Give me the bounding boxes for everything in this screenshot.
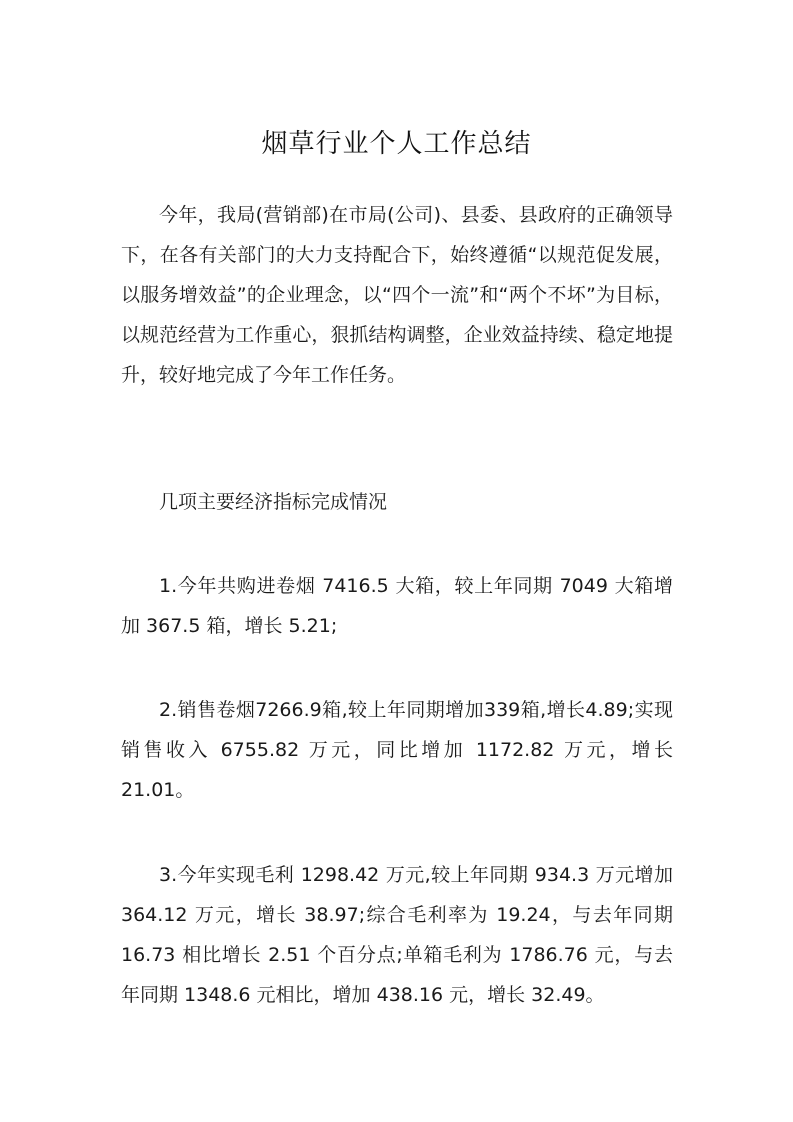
indicator-item-3: 3.今年实现毛利 1298.42 万元,较上年同期 934.3 万元增加 364.12 万元，增长 38.97;综合毛利率为 19.24，与去年同期 16.73 相比增长 2.51 个百分点;单箱毛利为 1786.76 元，与去年同期 1348.6 元相比，增加 438.16 元，增长 32.49。	[121, 864, 673, 1006]
section-heading: 几项主要经济指标完成情况	[159, 491, 388, 513]
indicator-item-2: 2.销售卷烟7266.9箱,较上年同期增加339箱,增长4.89;实现销售收入 6755.82 万元，同比增加 1172.82 万元，增长21.01。	[121, 699, 673, 801]
document-title: 烟草行业个人工作总结	[261, 129, 532, 159]
intro-paragraph: 今年，我局(营销部)在市局(公司)、县委、县政府的正确领导下，在各有关部门的大力支持配合下，始终遵循“以规范促发展，以服务增效益”的企业理念，以“四个一流”和“两个不坏”为目标，以规范经营为工作重心，狠抓结构调整，企业效益持续、稳定地提升，较好地完成了今年工作任务。	[121, 204, 673, 386]
indicator-item-1: 1.今年共购进卷烟 7416.5 大箱，较上年同期 7049 大箱增加 367.5 箱，增长 5.21;	[121, 575, 673, 637]
